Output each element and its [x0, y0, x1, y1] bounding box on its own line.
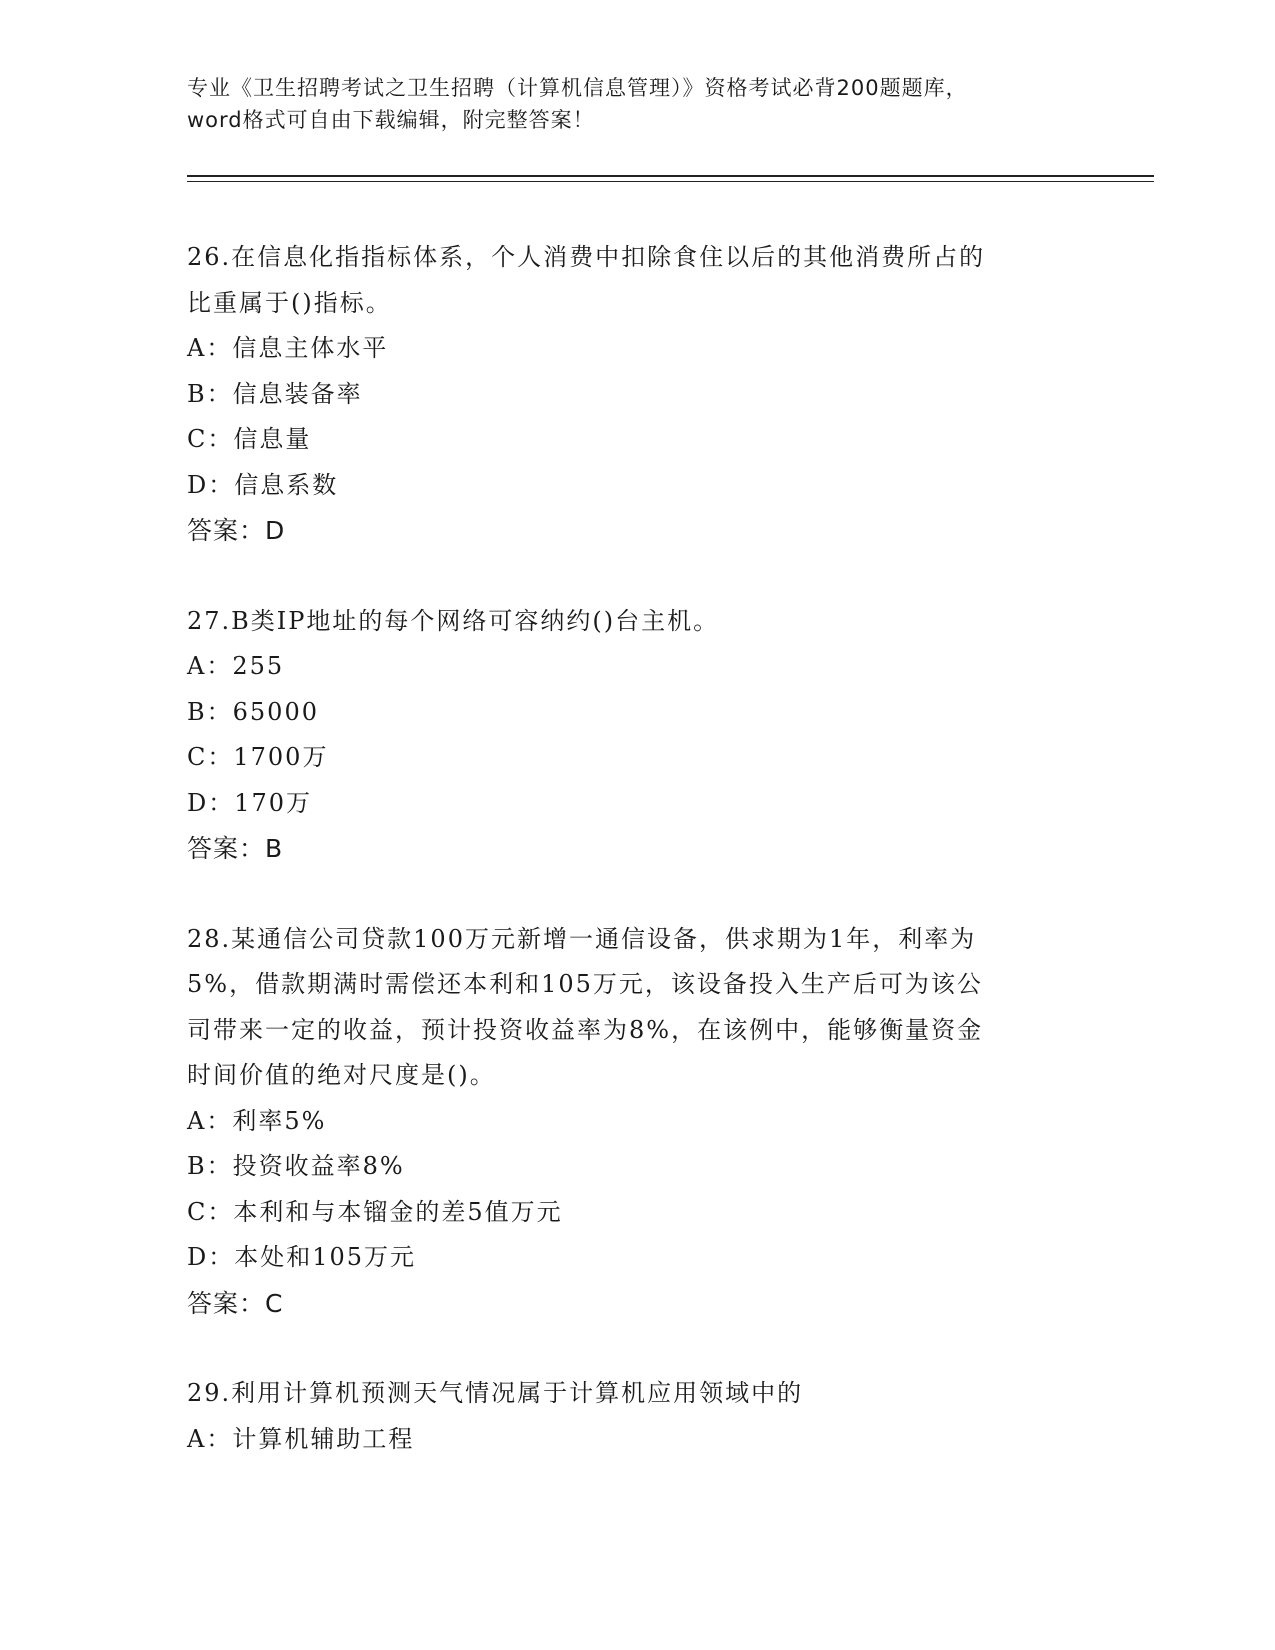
- question-27: [187, 599, 1087, 872]
- option-b: B：信息装备率: [187, 379, 363, 408]
- option-d: D：信息系数: [187, 470, 339, 499]
- header-line-1: 专业《卫生招聘考试之卫生招聘（计算机信息管理）》资格考试必背200题题库，: [187, 76, 968, 100]
- question-28: [187, 917, 1087, 1327]
- question-text-line: 司带来一定的收益，预计投资收益率为8%，在该例中，能够衡量资金: [187, 1015, 984, 1044]
- question-text-line: 时间价值的绝对尺度是()。: [187, 1061, 496, 1089]
- option-a: A：信息主体水平: [187, 334, 389, 362]
- question-29: [187, 1371, 1087, 1462]
- question-26: [187, 235, 1087, 554]
- option-c: C：本利和与本镏金的差5值万元: [187, 1197, 563, 1226]
- answer-label: 答案：C: [187, 1288, 284, 1318]
- header-line-2: word格式可自由下载编辑，附完整答案！: [187, 108, 595, 132]
- option-c: C：1700万: [187, 743, 329, 771]
- option-b: B：65000: [187, 697, 319, 726]
- option-a: A：计算机辅助工程: [187, 1424, 415, 1453]
- answer-label: 答案：D: [187, 516, 286, 545]
- option-a: A：利率5%: [187, 1106, 327, 1135]
- answer-label: 答案：B: [187, 834, 284, 863]
- document-header: [187, 72, 1087, 136]
- option-d: D：本处和105万元: [187, 1243, 417, 1271]
- header-divider-thick: [187, 175, 1154, 177]
- option-a: A：255: [187, 652, 285, 680]
- option-b: B：投资收益率8%: [187, 1152, 405, 1180]
- question-text-line: 28.某通信公司贷款100万元新增一通信设备，供求期为1年，利率为: [187, 924, 977, 953]
- option-c: C：信息量: [187, 425, 312, 453]
- question-text-line: 5%，借款期满时需偿还本利和105万元，该设备投入生产后可为该公: [187, 970, 983, 998]
- header-divider-thin: [187, 181, 1154, 182]
- question-list: [187, 235, 1087, 1507]
- question-text-line: 26.在信息化指指标体系，个人消费中扣除食住以后的其他消费所占的: [187, 243, 986, 271]
- question-text-line: 29.利用计算机预测天气情况属于计算机应用领域中的: [187, 1379, 804, 1407]
- question-text-line: 比重属于()指标。: [187, 288, 392, 317]
- question-text-line: 27.B类IP地址的每个网络可容纳约()台主机。: [187, 606, 720, 635]
- option-d: D：170万: [187, 788, 313, 817]
